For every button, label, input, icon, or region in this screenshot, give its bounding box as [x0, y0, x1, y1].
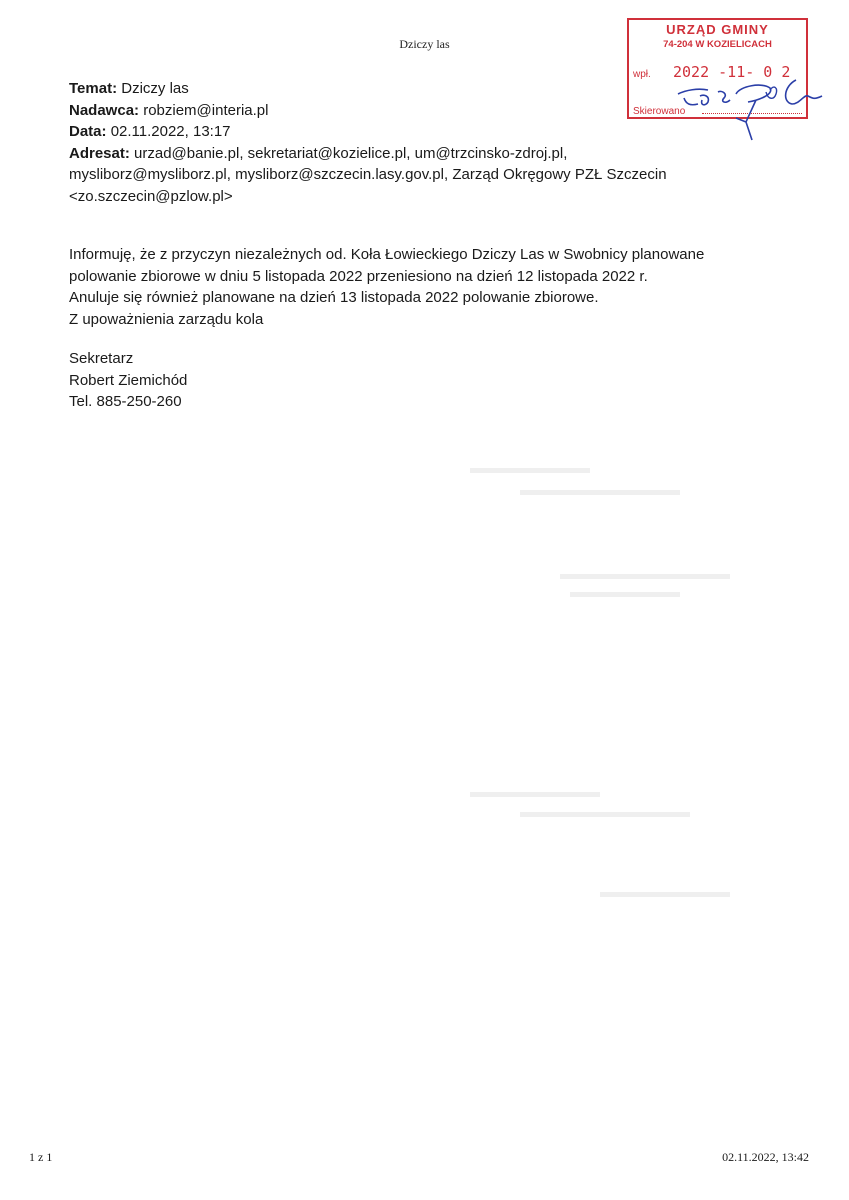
sender-label: Nadawca:	[69, 101, 140, 119]
body-line: Informuję, że z przyczyn niezależnych od. Koła Łowieckiego Dziczy Las w Swobnicy planowane	[69, 246, 705, 263]
body-line: polowanie zbiorowe w dniu 5 listopada 2022 przeniesiono na dzień 12 listopada 2022 r.	[69, 267, 648, 285]
page-counter: 1 z 1	[29, 1150, 53, 1164]
sender-value: robziem@interia.pl	[143, 101, 269, 119]
date-value: 02.11.2022, 13:17	[110, 123, 231, 140]
subject-value: Dziczy las	[121, 80, 189, 97]
body-line: Anuluje się również planowane na dzień 13 listopada 2022 polowanie zbiorowe.	[69, 289, 599, 306]
print-timestamp: 02.11.2022, 13:42	[722, 1150, 809, 1164]
stamp-directed-label: Skierowano	[633, 106, 686, 117]
subject-label: Temat:	[69, 80, 118, 97]
recipient-line: urzad@banie.pl, sekretariat@kozielice.pl, um@trzcinsko-zdroj.pl,	[134, 144, 568, 162]
recipient-line: <zo.szczecin@pzlow.pl>	[69, 187, 233, 205]
stamp-received-date: 2022 -11- 0 2	[673, 63, 791, 81]
signature-phone: Tel. 885-250-260	[69, 393, 182, 410]
recipient-label: Adresat:	[69, 144, 130, 162]
handwritten-annotation	[628, 60, 849, 160]
signature-name: Robert Ziemichód	[69, 371, 188, 389]
page-header-title: Dziczy las	[399, 37, 450, 51]
stamp-address: 74-204 W KOZIELICACH	[663, 39, 772, 50]
body-line: Z upoważnienia zarządu kola	[69, 310, 264, 328]
stamp-received-label: wpł.	[633, 69, 651, 80]
recipient-line: mysliborz@mysliborz.pl, mysliborz@szczecin.lasy.gov.pl, Zarząd Okręgowy PZŁ Szczecin	[69, 166, 667, 183]
signature-role: Sekretarz	[69, 350, 134, 367]
stamp-office-name: URZĄD GMINY	[666, 22, 769, 37]
date-label: Data:	[69, 123, 107, 140]
